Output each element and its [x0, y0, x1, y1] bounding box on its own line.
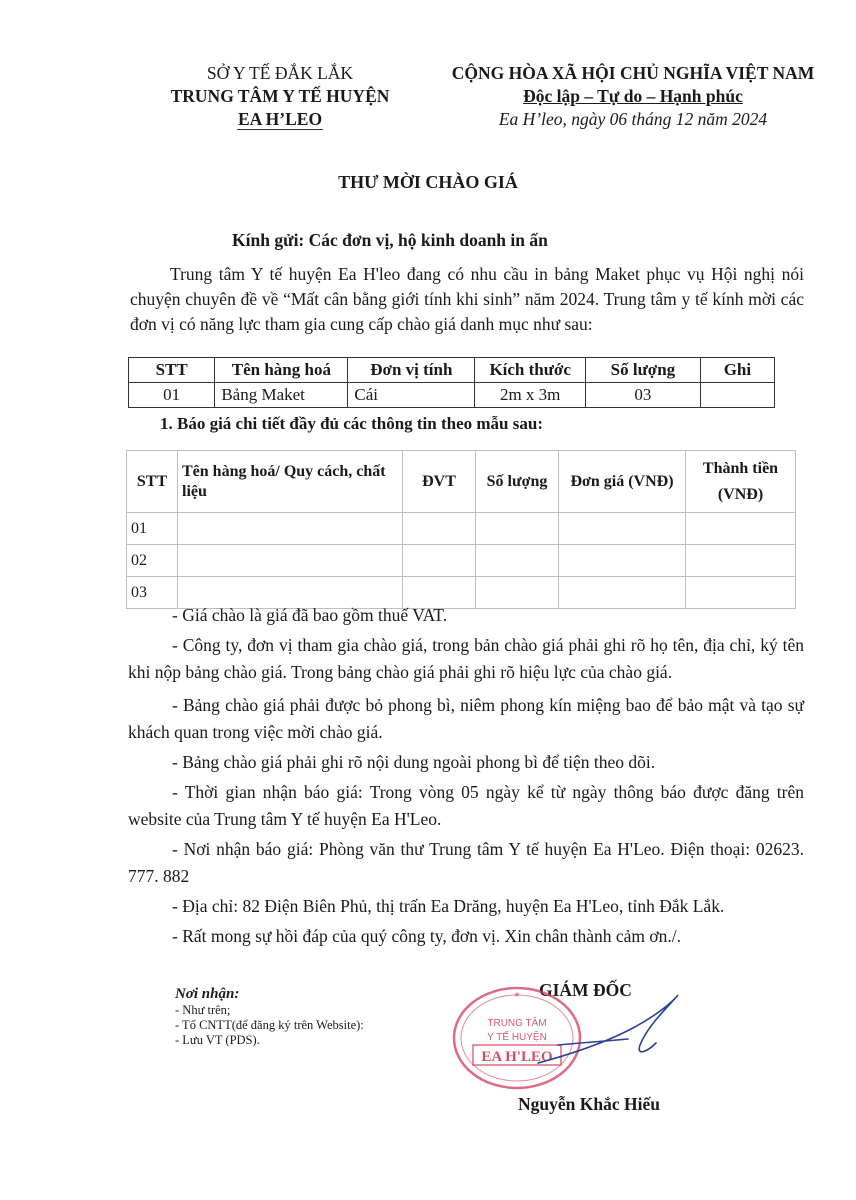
motto: Độc lập – Tự do – Hạnh phúc — [523, 86, 743, 106]
note-item: - Bảng chào giá phải được bỏ phong bì, niêm phong kín miệng bao để bảo mật và tạo sự khách quan trong việc mời chào giá. — [128, 695, 804, 742]
document-title: THƯ MỜI CHÀO GIÁ — [338, 172, 518, 192]
header-right — [420, 62, 846, 131]
qcell-empty — [476, 545, 559, 577]
section-1-heading: 1. Báo giá chi tiết đầy đủ các thông tin theo mẫu sau: — [160, 414, 543, 433]
table-row — [127, 513, 796, 545]
note-item: - Bảng chào giá phải ghi rõ nội dung ngoài phong bì để tiện theo dõi. — [172, 752, 656, 772]
quote-table — [126, 450, 796, 609]
qcol-unit-price: Đơn giá (VNĐ) — [559, 451, 686, 513]
note-item: - Thời gian nhận báo giá: Trong vòng 05 ngày kể từ ngày thông báo được đăng trên website của Trung tâm Y tế huyện Ea H'Leo. — [128, 782, 804, 829]
qcol-unit: ĐVT — [403, 451, 476, 513]
items-table-header — [129, 358, 775, 383]
place-date: Ea H’leo, ngày 06 tháng 12 năm 2024 — [498, 109, 768, 129]
table-row — [127, 545, 796, 577]
signatory-name: Nguyễn Khắc Hiếu — [518, 1094, 660, 1114]
col-size: Kích thước — [475, 358, 586, 383]
recipient-item: - Như trên; — [175, 1003, 231, 1017]
notes-list — [128, 602, 804, 950]
recipient-item: - Tổ CNTT(để đăng ký trên Website): — [175, 1018, 364, 1032]
col-item-name: Tên hàng hoá — [215, 358, 348, 383]
recipients-block — [175, 986, 445, 1048]
stamp-text-middle: Y TẾ HUYỆN — [487, 1032, 547, 1043]
recipient-item: - Lưu VT (PDS). — [175, 1033, 260, 1047]
recipients-label: Nơi nhận: — [175, 986, 240, 1002]
qcell-empty — [476, 513, 559, 545]
stamp-ring-mark-icon: ★ — [513, 990, 521, 999]
qcol-quantity: Số lượng — [476, 451, 559, 513]
qcell-empty — [178, 513, 403, 545]
cell-quantity: 03 — [586, 383, 701, 408]
note-item: - Nơi nhận báo giá: Phòng văn thư Trung tâm Y tế huyện Ea H'Leo. Điện thoại: 02623. 777. 882 — [128, 839, 804, 886]
country-name: CỘNG HÒA XÃ HỘI CHỦ NGHĨA VIỆT NAM — [451, 63, 815, 83]
center-name-line2: EA H’LEO — [237, 109, 323, 129]
header-left — [130, 62, 430, 131]
qcell-empty — [559, 545, 686, 577]
qcell-empty — [686, 513, 796, 545]
note-item: - Địa chỉ: 82 Điện Biên Phủ, thị trấn Ea Drăng, huyện Ea H'Leo, tỉnh Đắk Lắk. — [172, 896, 725, 916]
col-stt: STT — [129, 358, 215, 383]
col-unit: Đơn vị tính — [348, 358, 475, 383]
qcell-empty — [403, 513, 476, 545]
qcell-stt: 01 — [127, 513, 178, 545]
stamp-text-main: EA H'LEO — [481, 1049, 553, 1065]
note-item: - Công ty, đơn vị tham gia chào giá, trong bản chào giá phải ghi rõ họ tên, địa chỉ, ký tên khi nộp bảng chào giá. Trong bảng chào giá phải ghi rõ hiệu lực của chào giá. — [128, 635, 804, 682]
cell-unit: Cái — [348, 383, 475, 408]
qcell-empty — [178, 545, 403, 577]
recipient-line: Kính gửi: Các đơn vị, hộ kinh doanh in ấn — [232, 230, 548, 250]
stamp-text-top: TRUNG TÂM — [487, 1018, 547, 1029]
qcell-stt: 03 — [127, 577, 178, 609]
qcell-stt: 02 — [127, 545, 178, 577]
header-left-rule — [237, 129, 323, 130]
qcol-item-spec: Tên hàng hoá/ Quy cách, chất liệu — [178, 451, 403, 513]
cell-item-name: Bảng Maket — [215, 383, 348, 408]
qcol-total: Thành tiền (VNĐ) — [686, 451, 796, 513]
qcell-empty — [559, 513, 686, 545]
note-item: - Giá chào là giá đã bao gồm thuế VAT. — [172, 605, 448, 625]
col-note: Ghi — [700, 358, 774, 383]
cell-note — [700, 383, 774, 408]
cell-size: 2m x 3m — [475, 383, 586, 408]
signature-role: GIÁM ĐỐC — [539, 980, 632, 1000]
table-row — [129, 383, 775, 408]
items-table — [128, 357, 775, 408]
intro-paragraph: Trung tâm Y tế huyện Ea H'leo đang có nhu cầu in bảng Maket phục vụ Hội nghị nói chuyện chuyên đề về “Mất cân bằng giới tính khi sinh” năm 2024. Trung tâm y tế kính mời các đơn vị có năng lực tham gia cung cấp chào giá danh mục như sau: — [130, 264, 804, 334]
quote-table-header — [127, 451, 796, 513]
cell-stt: 01 — [129, 383, 215, 408]
col-quantity: Số lượng — [586, 358, 701, 383]
note-item: - Rất mong sự hồi đáp của quý công ty, đơn vị. Xin chân thành cảm ơn./. — [172, 926, 681, 946]
handwritten-signature — [528, 985, 688, 1085]
qcol-stt: STT — [127, 451, 178, 513]
dept-name: SỞ Y TẾ ĐẮK LẮK — [206, 63, 354, 83]
center-name-line1: TRUNG TÂM Y TẾ HUYỆN — [170, 86, 390, 106]
qcell-empty — [686, 545, 796, 577]
qcell-empty — [403, 545, 476, 577]
